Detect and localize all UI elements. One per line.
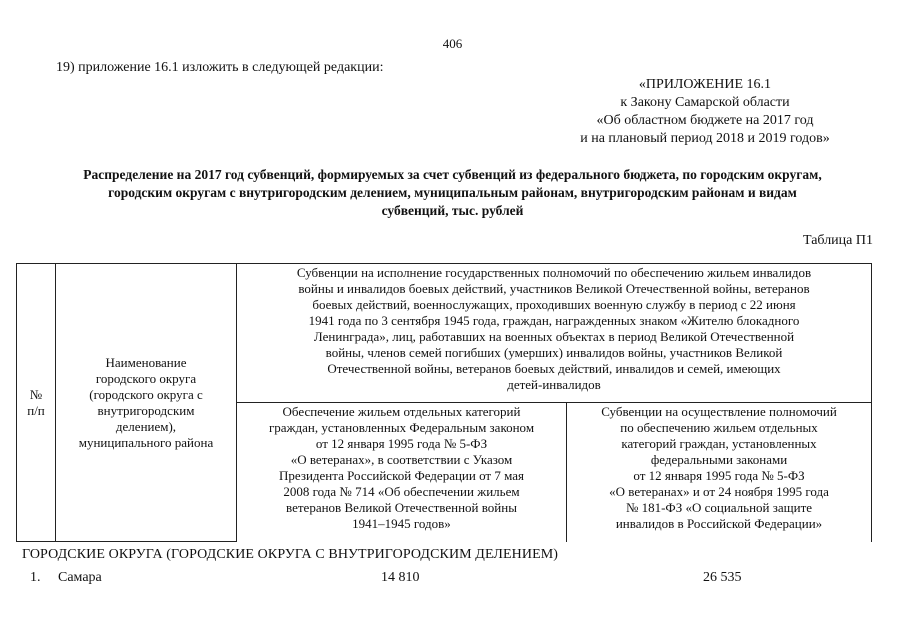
header-sub1-line: «О ветеранах», в соответствии с Указом [290, 452, 513, 467]
header-sub2-line: инвалидов в Российской Федерации» [615, 516, 823, 531]
header-name-line: Наименование [105, 354, 187, 370]
appendix-line: «ПРИЛОЖЕНИЕ 16.1 [638, 77, 772, 92]
header-number-cell [17, 264, 56, 542]
header-group-line: войны и инвалидов боевых действий, участников Великой Отечественной войны, ветеранов [298, 281, 810, 296]
header-sub2-line: «О ветеранах» и от 24 ноября 1995 года [609, 484, 829, 499]
header-group-line: детей-инвалидов [507, 377, 601, 392]
header-subcolumn-1 [237, 403, 567, 542]
header-number-line: п/п [27, 402, 45, 418]
header-sub1-line: Президента Российской Федерации от 7 мая [279, 468, 524, 483]
header-sub2-line: № 181-ФЗ «О социальной защите [625, 500, 813, 515]
row-value-1: 14 810 [381, 570, 420, 585]
header-group-line: 1941 года по 3 сентября 1945 года, граждан, награжденных знаком «Жителю блокадного [308, 313, 800, 328]
header-sub1-line: от 12 января 1995 года № 5-ФЗ [315, 436, 488, 451]
header-group-line: Отечественной войны, ветеранов боевых действий, инвалидов и семей, имеющих [327, 361, 781, 376]
header-sub2-line: по обеспечению жильем отдельных [620, 420, 818, 435]
appendix-line: и на плановый период 2018 и 2019 годов» [580, 131, 830, 146]
header-name-line: (городского округа с [89, 386, 203, 402]
header-sub2-line: федеральными законами [650, 452, 788, 467]
appendix-heading [540, 76, 870, 148]
appendix-line: к Закону Самарской области [620, 95, 790, 110]
header-name-line: внутригородским [97, 402, 195, 418]
header-subcolumn-2 [567, 403, 872, 542]
header-group-line: Ленинграда», лиц, работавших на военных объектах в период Великой Отечественной [313, 329, 795, 344]
header-sub2-line: от 12 января 1995 года № 5-ФЗ [633, 468, 805, 483]
header-group-line: Субвенции на исполнение государственных полномочий по обеспечению жильем инвалидов [296, 265, 812, 280]
header-group-line: войны, членов семей погибших (умерших) инвалидов войны, участников Великой [325, 345, 783, 360]
header-group-cell [237, 264, 872, 403]
header-sub1-line: Обеспечение жильем отдельных категорий [282, 404, 521, 419]
row-name: Самара [58, 570, 102, 585]
section-header: ГОРОДСКИЕ ОКРУГА (ГОРОДСКИЕ ОКРУГА С ВНУТРИГОРОДСКИМ ДЕЛЕНИЕМ) [22, 547, 559, 562]
header-number-line: № [29, 386, 43, 402]
header-name-line: делением), [115, 418, 177, 434]
document-title [20, 166, 885, 220]
header-name-cell [56, 264, 237, 542]
page-number: 406 [442, 36, 463, 51]
instruction-text: 19) приложение 16.1 изложить в следующей редакции: [56, 60, 384, 75]
header-name-line: городского округа [95, 370, 197, 386]
subvention-table [16, 263, 872, 542]
table-label: Таблица П1 [803, 233, 873, 248]
header-sub2-line: Субвенции на осуществление полномочий [601, 404, 837, 419]
header-sub2-line: категорий граждан, установленных [621, 436, 817, 451]
title-line: Распределение на 2017 год субвенций, формируемых за счет субвенций из федерального бюджета, по городским округам, [83, 167, 822, 182]
header-group-line: боевых действий, военнослужащих, проходивших военную службу в период с 22 июня [312, 297, 796, 312]
row-value-2: 26 535 [703, 570, 742, 585]
appendix-line: «Об областном бюджете на 2017 год [596, 113, 814, 128]
row-number: 1. [30, 570, 41, 585]
title-line: городским округам с внутригородским делением, муниципальным районам, внутригородским районам и видам [108, 185, 797, 200]
header-sub1-line: ветеранов Великой Отечественной войны [286, 500, 517, 515]
header-name-line: муниципального района [78, 434, 214, 450]
title-line: субвенций, тыс. рублей [381, 203, 524, 218]
header-sub1-line: граждан, установленных Федеральным законом [268, 420, 535, 435]
header-sub1-line: 1941–1945 годов» [352, 516, 451, 531]
header-sub1-line: 2008 года № 714 «Об обеспечении жильем [283, 484, 520, 499]
